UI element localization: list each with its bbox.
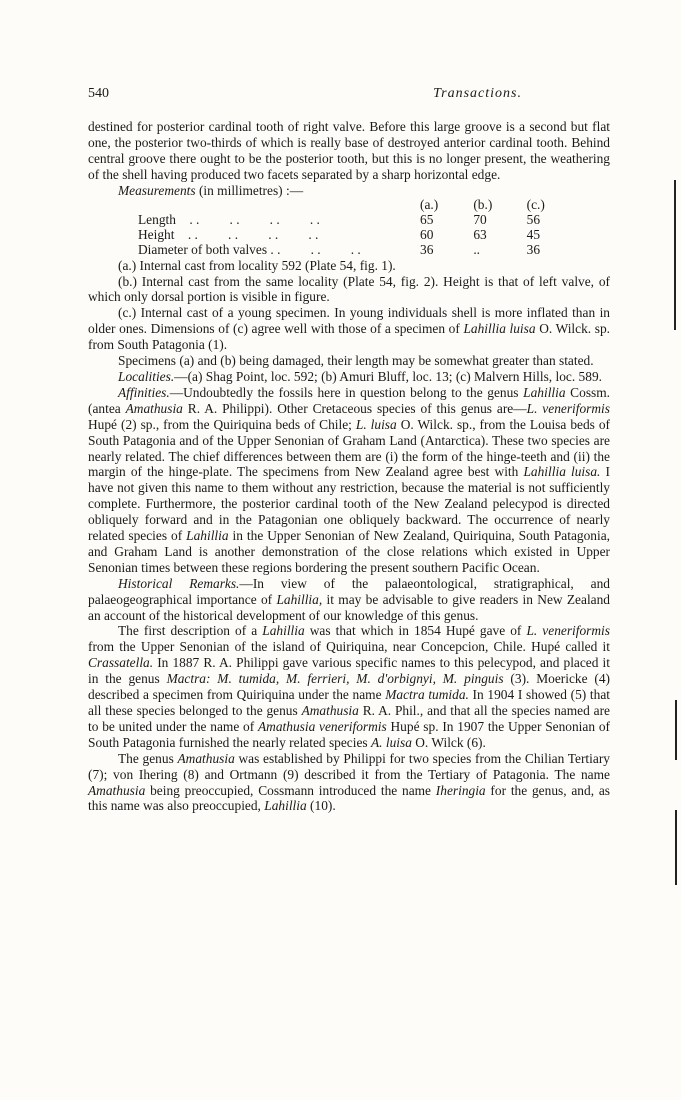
row-dots: . . . . . . . . (187, 227, 319, 243)
note-c: (c.) Internal cast of a young specimen. In young individuals shell is more inflated than in older ones. Dimensions of (c) agree well with those of a specimen of Lahillia luisa O. Wilck. sp. from South Patagonia (1). (88, 305, 610, 353)
cell-value: 36 (526, 241, 541, 257)
measurements-header-row (138, 198, 580, 213)
paragraph-specimens: Specimens (a) and (b) being damaged, their length may be somewhat greater than stated. (118, 353, 594, 369)
page (88, 86, 610, 814)
table-row (138, 213, 580, 228)
affinities-label: Affinities. (118, 384, 170, 400)
table-row (138, 243, 580, 258)
note-a: (a.) Internal cast from locality 592 (Plate 54, fig. 1). (118, 257, 396, 273)
historical-label: Historical Remarks. (118, 575, 240, 591)
paragraph-genus-amathusia: The genus Amathusia was established by Philippi for two species from the Chilian Tertiary (7); von Ihering (8) and Ortmann (9) described it from the Tertiary of Patagonia. The name Amathusia being preoccupied, Cossmann introduced the name Iheringia for the genus, and, as this name was also preoccupied, Lahillia (10). (88, 750, 610, 814)
cell-value: 63 (473, 227, 487, 243)
measurements-table (138, 198, 580, 257)
margin-scan-mark (674, 180, 676, 330)
cell-value: 70 (473, 212, 487, 228)
cell-value: .. (473, 241, 481, 257)
paragraph-first-description: The first description of a Lahillia was that which in 1854 Hupé gave of L. veneriformis from the Upper Senonian of the island of Quiriquina, near Concepcion, Chile. Hupé called it Crassatella. In 1887 R. A. Philippi gave various specific names to this pelecypod, and placed it in the genus Mactra: M. tumida, M. ferrieri, M. d'orbignyi, M. pinguis (3). Moericke (4) described a specimen from Quiriquina under the name Mactra tumida. In 1904 I showed (5) that all these species belonged to the genus Amathusia R. A. Phil., and that all the species named are to be united under the name of Amathusia veneriformis Hupé sp. In 1907 the Upper Senonian of South Patagonia furnished the nearly related species A. luisa O. Wilck (6). (88, 623, 610, 750)
paragraph-affinities: Affinities.—Undoubtedly the fossils here in question belong to the genus Lahillia Cossm. (antea Amathusia R. A. Philippi). Other Cretaceous species of this genus are—L. veneriformis Hupé (2) sp., from the Quiriquina beds of Chile; L. luisa O. Wilck. sp., from the Louisa beds of South Patagonia and of the Upper Senonian of Graham Land (Antarctica). These two species are nearly related. The chief differences between them are (i) the form of the hinge-teeth and (ii) the margin of the hinge-plate. The specimens from New Zealand agree best with Lahillia luisa. I have not given this name to them without any restriction, because the material is not sufficiently complete. Furthermore, the posterior cardinal tooth of the New Zealand pelecypod is directed obliquely forward and in the Patagonian one obliquely backward. The occurrence of nearly related species of Lahillia in the Upper Senonian of New Zealand, Quiriquina, South Patagonia, and Graham Land is another demonstration of the close relations which existed in Upper Senonian times between these regions bordering the present southern Pacific Ocean. (88, 384, 611, 575)
running-header (88, 86, 610, 102)
col-header-b: (b.) (473, 197, 493, 213)
col-header-a: (a.) (420, 197, 439, 213)
margin-scan-mark (675, 700, 677, 760)
paragraph-historical: Historical Remarks.—In view of the palaeontological, stratigraphical, and palaeogeographical importance of Lahillia, it may be advisable to give readers in New Zealand an account of the historical development of our knowledge of this genus. (88, 575, 611, 623)
cell-value: 36 (420, 241, 434, 257)
row-dots: . . . . . . . . (189, 212, 320, 228)
measurements-label: Measurements (118, 182, 196, 198)
measurements-heading (88, 183, 610, 199)
cell-value: 45 (526, 227, 541, 243)
row-label: Diameter of both valves (138, 241, 268, 257)
running-title: Transactions. (433, 86, 522, 101)
paragraph-localities: Localities.—(a) Shag Point, loc. 592; (b) Amuri Bluff, loc. 13; (c) Malvern Hills, loc. 589. (118, 368, 602, 384)
measurements-unit: (in millimetres) :— (195, 182, 304, 198)
row-dots: . . . . . . (270, 241, 361, 257)
cell-value: 56 (526, 212, 541, 228)
row-label: Length (138, 212, 176, 228)
row-label: Height (138, 227, 175, 243)
margin-scan-mark (675, 810, 677, 885)
col-header-c: (c.) (526, 197, 545, 213)
note-b: (b.) Internal cast from the same locality (Plate 54, fig. 2). Height is that of left valve, of which only dorsal portion is visible in figure. (88, 273, 610, 305)
localities-label: Localities. (118, 368, 175, 384)
page-number: 540 (88, 86, 109, 101)
cell-value: 60 (420, 227, 434, 243)
table-row (138, 228, 580, 243)
cell-value: 65 (420, 212, 434, 228)
paragraph-hinge: destined for posterior cardinal tooth of right valve. Before this large groove is a second but flat one, the posterior two-thirds of which is really base of destroyed anterior cardinal tooth. Behind central groove there ought to be the posterior tooth, but this is no longer present, the weathering of the shell having produced two facets separated by a sharp horizontal edge. (88, 118, 610, 182)
